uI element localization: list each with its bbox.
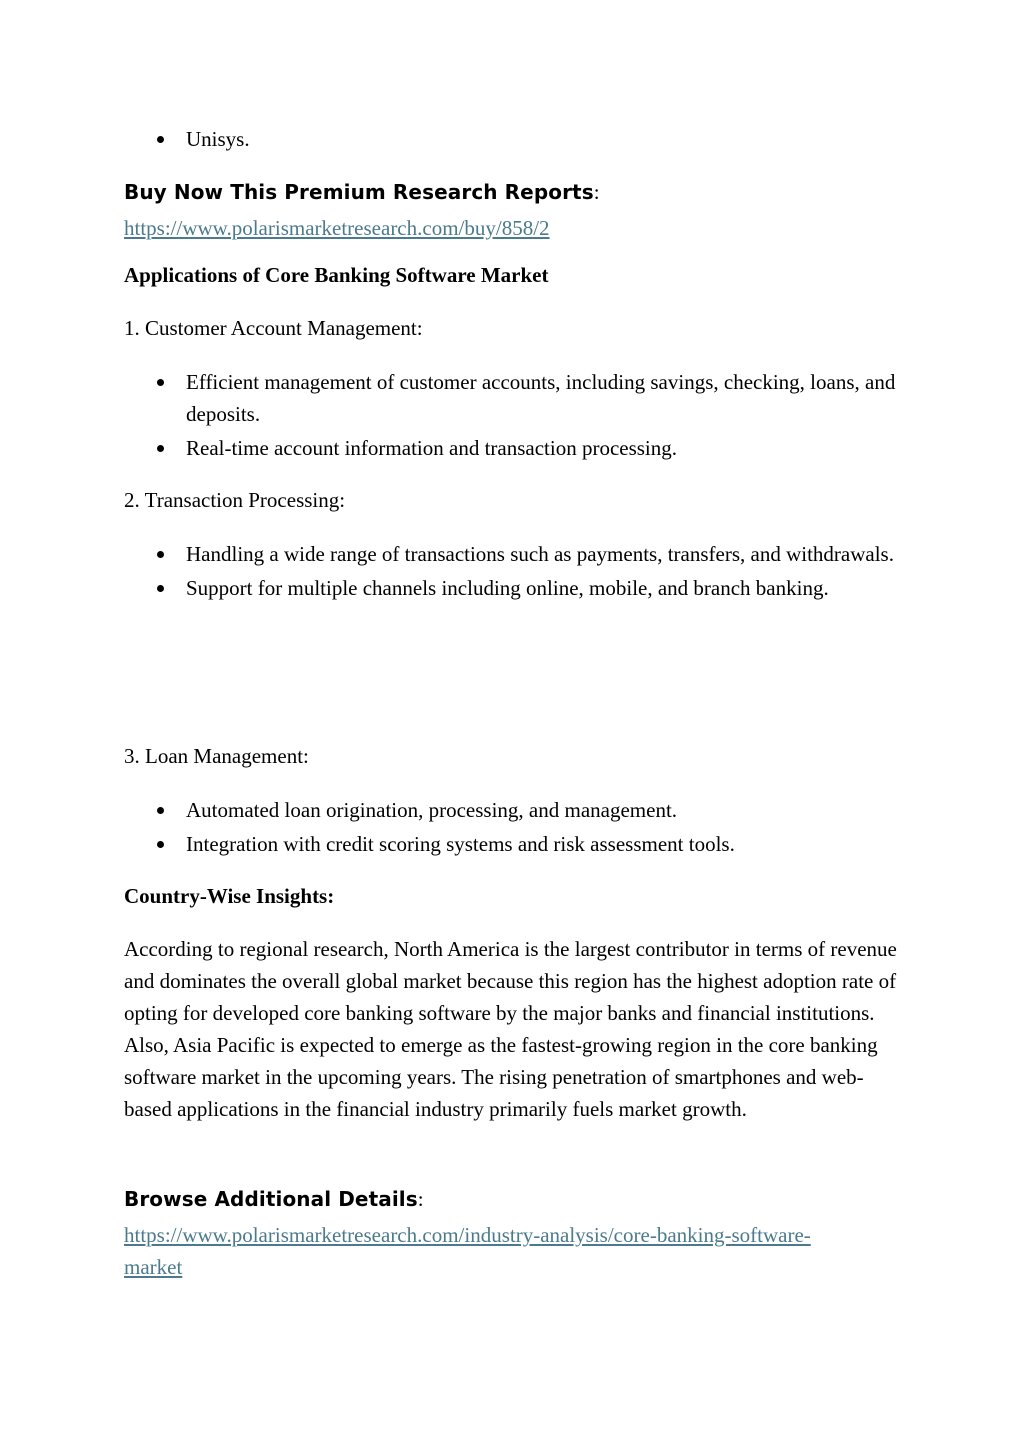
browse-details-link[interactable]: https://www.polarismarketresearch.com/industry-analysis/core-banking-software-market bbox=[124, 1223, 811, 1279]
list-item-text: Handling a wide range of transactions such as payments, transfers, and withdrawals. bbox=[186, 542, 894, 566]
country-insights-paragraph: According to regional research, North America is the largest contributor in terms of revenue and dominates the overall global market because this region has the highest adoption rate of opting for developed core banking software by the major banks and financial institutions. Also, Asia Pacific is expected to emerge as the fastest-growing region in the core banking software market in the upcoming years. The rising penetration of smartphones and web-based applications in the financial industry primarily fuels market growth. bbox=[124, 937, 897, 1121]
section-title-loan-management: 3. Loan Management: bbox=[124, 744, 309, 768]
bullet-icon bbox=[157, 807, 164, 814]
list-item bbox=[124, 538, 914, 570]
bullet-icon bbox=[157, 445, 164, 452]
bullet-icon bbox=[157, 136, 164, 143]
buy-now-colon: : bbox=[593, 180, 600, 204]
list-item bbox=[124, 123, 914, 155]
list-item-text: Automated loan origination, processing, and management. bbox=[186, 798, 678, 822]
bullet-icon bbox=[157, 379, 164, 386]
bullet-icon bbox=[157, 551, 164, 558]
list-item bbox=[124, 794, 914, 826]
list-item bbox=[124, 828, 914, 860]
bullet-icon bbox=[157, 841, 164, 848]
section-title-customer-account-management: 1. Customer Account Management: bbox=[124, 316, 423, 340]
buy-now-link[interactable]: https://www.polarismarketresearch.com/buy/858/2 bbox=[124, 216, 550, 240]
section-bullets-customer-account-management bbox=[124, 366, 914, 464]
list-item bbox=[124, 432, 914, 464]
intro-bullet-list bbox=[124, 123, 914, 155]
list-item-text: Real-time account information and transaction processing. bbox=[186, 436, 678, 460]
applications-heading: Applications of Core Banking Software Market bbox=[124, 263, 549, 287]
country-insights-heading: Country-Wise Insights: bbox=[124, 884, 335, 908]
list-item-text: Integration with credit scoring systems and risk assessment tools. bbox=[186, 832, 735, 856]
browse-details-label: Browse Additional Details bbox=[124, 1187, 418, 1211]
section-bullets-transaction-processing bbox=[124, 538, 914, 604]
browse-details-colon: : bbox=[417, 1187, 424, 1211]
buy-now-label: Buy Now This Premium Research Reports bbox=[124, 180, 594, 204]
buy-now-block bbox=[124, 176, 914, 244]
list-item-text: Efficient management of customer accounts, including savings, checking, loans, and deposits. bbox=[186, 370, 896, 426]
section-title-transaction-processing: 2. Transaction Processing: bbox=[124, 488, 346, 512]
list-item-text: Unisys. bbox=[186, 127, 250, 151]
list-item bbox=[124, 366, 914, 430]
list-item-text: Support for multiple channels including online, mobile, and branch banking. bbox=[186, 576, 829, 600]
browse-details-block bbox=[124, 1183, 914, 1283]
section-bullets-loan-management bbox=[124, 794, 914, 860]
bullet-icon bbox=[157, 585, 164, 592]
list-item bbox=[124, 572, 914, 604]
